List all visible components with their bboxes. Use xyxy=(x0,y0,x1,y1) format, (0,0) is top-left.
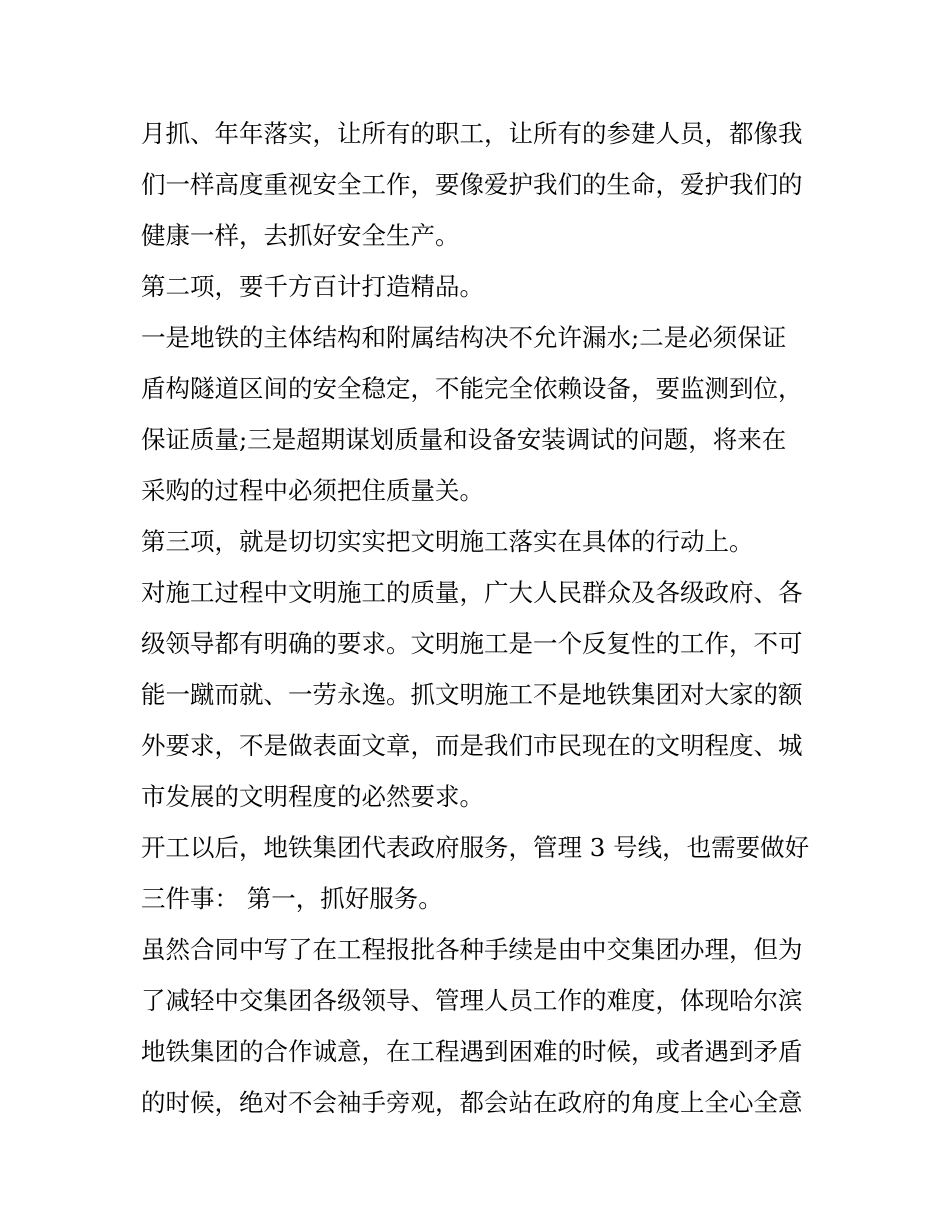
text-line: 保证质量;三是超期谋划质量和设备安装调试的问题，将来在 xyxy=(141,425,787,454)
text-line: 盾构隧道区间的安全稳定，不能完全依赖设备，要监测到位， xyxy=(141,374,803,403)
document-body xyxy=(141,108,821,1128)
text-line: 月抓、年年落实，让所有的职工，让所有的参建人员，都像我 xyxy=(141,119,803,148)
text-line: 健康一样，去抓好安全生产。 xyxy=(141,221,460,250)
text-line: 能一蹴而就、一劳永逸。抓文明施工不是地铁集团对大家的额 xyxy=(141,680,803,709)
text-line: 了减轻中交集团各级领导、管理人员工作的难度，体现哈尔滨 xyxy=(141,986,803,1015)
text-line: 外要求，不是做表面文章，而是我们市民现在的文明程度、城 xyxy=(141,731,803,760)
text-line: 开工以后，地铁集团代表政府服务，管理 3 号线，也需要做好 xyxy=(141,833,810,862)
text-line: 市发展的文明程度的必然要求。 xyxy=(141,782,484,811)
text-line: 地铁集团的合作诚意，在工程遇到困难的时候，或者遇到矛盾 xyxy=(141,1037,803,1066)
text-line: 第二项，要千方百计打造精品。 xyxy=(141,272,484,301)
text-line: 采购的过程中必须把住质量关。 xyxy=(141,476,484,505)
text-line: 三件事： 第一，抓好服务。 xyxy=(141,884,443,913)
text-line: 一是地铁的主体结构和附属结构决不允许漏水;二是必须保证 xyxy=(141,323,787,352)
text-line: 虽然合同中写了在工程报批各种手续是由中交集团办理，但为 xyxy=(141,935,803,964)
text-line: 们一样高度重视安全工作，要像爱护我们的生命，爱护我们的 xyxy=(141,170,803,199)
text-line: 对施工过程中文明施工的质量，广大人民群众及各级政府、各 xyxy=(141,578,803,607)
text-line: 第三项，就是切切实实把文明施工落实在具体的行动上。 xyxy=(141,527,754,556)
text-line: 级领导都有明确的要求。文明施工是一个反复性的工作，不可 xyxy=(141,629,803,658)
text-line: 的时候，绝对不会袖手旁观，都会站在政府的角度上全心全意 xyxy=(141,1088,803,1117)
